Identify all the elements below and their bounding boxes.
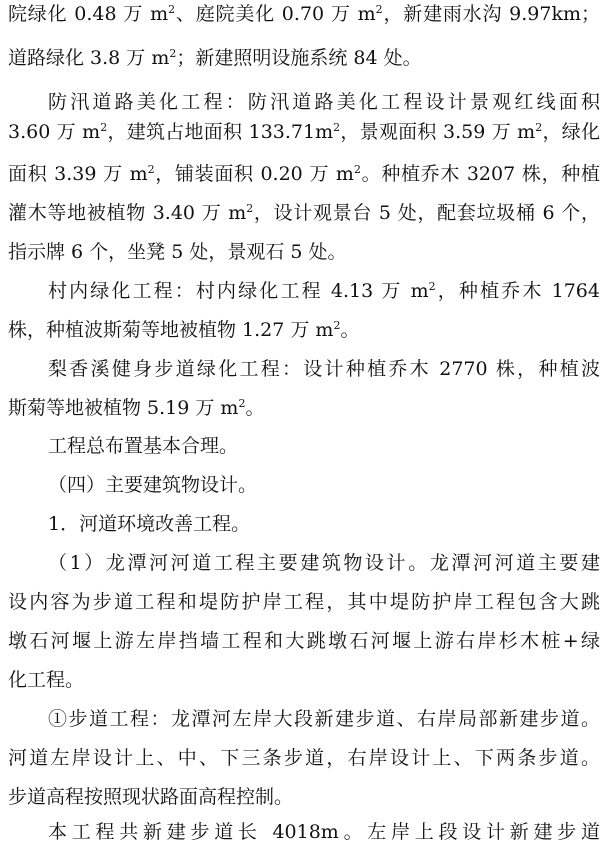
text-line-21: 步道高程按照现状路面高程控制。	[8, 786, 294, 808]
text-line-1: 院绿化 0.48 万 $m^2$、庭院美化 0.70 万 $m^2$，新建雨水沟 9.97km；	[8, 3, 600, 25]
paragraph-new-trail-length: 本工程共新建步道长 4018m。左岸上段设计新建步道	[48, 821, 600, 843]
section-heading-main-buildings: （四）主要建筑物设计。	[48, 474, 258, 496]
text-line-20: 河道左岸设计上、中、下三条步道，右岸设计上、下两条步道。	[8, 747, 600, 769]
text-line-17: 墩石河堰上游左岸挡墙工程和大跳墩石河堰上游右岸杉木桩+绿	[8, 630, 600, 652]
paragraph-trail-engineering: ①步道工程：龙潭河左岸大段新建步道、右岸局部新建步道。	[48, 708, 600, 730]
text-line-9: 株，种植波斯菊等地被植物 1.27 万 $m^2$。	[8, 319, 360, 341]
text-line-2: 道路绿化 3.8 万 $m^2$；新建照明设施系统 84 处。	[8, 47, 422, 69]
text-line-16: 设内容为步道工程和堤防护岸工程，其中堤防护岸工程包含大跳	[8, 591, 600, 613]
paragraph-layout-reasonable: 工程总布置基本合理。	[48, 435, 239, 457]
paragraph-flood-road-heading: 防汛道路美化工程：防汛道路美化工程设计景观红线面积	[48, 91, 600, 113]
text-line-11: 斯菊等地被植物 5.19 万 $m^2$。	[8, 397, 265, 419]
text-line-5: 面积 3.39 万 $m^2$，铺装面积 0.20 万 $m^2$。种植乔木 3207 株，种植	[8, 163, 600, 185]
text-line-18: 化工程。	[8, 669, 85, 691]
paragraph-village-greening: 村内绿化工程：村内绿化工程 4.13 万 $m^2$，种植乔木 1764	[48, 280, 600, 302]
text-line-7: 指示牌 6 个，坐凳 5 处，景观石 5 处。	[8, 241, 347, 263]
paragraph-longtan-river: （1）龙潭河河道工程主要建筑物设计。龙潭河河道主要建	[48, 552, 600, 574]
paragraph-lixiangxi-trail: 梨香溪健身步道绿化工程：设计种植乔木 2770 株，种植波	[48, 358, 600, 380]
text-line-6: 灌木等地被植物 3.40 万 $m^2$，设计观景台 5 处，配套垃圾桶 6 个，	[8, 202, 600, 224]
text-line-4: 3.60 万 $m^2$，建筑占地面积 $133.71m^2$，景观面积 3.59 万 $m^2$，绿化	[8, 121, 600, 143]
subsection-heading-river-improvement: 1．河道环境改善工程。	[48, 513, 251, 535]
